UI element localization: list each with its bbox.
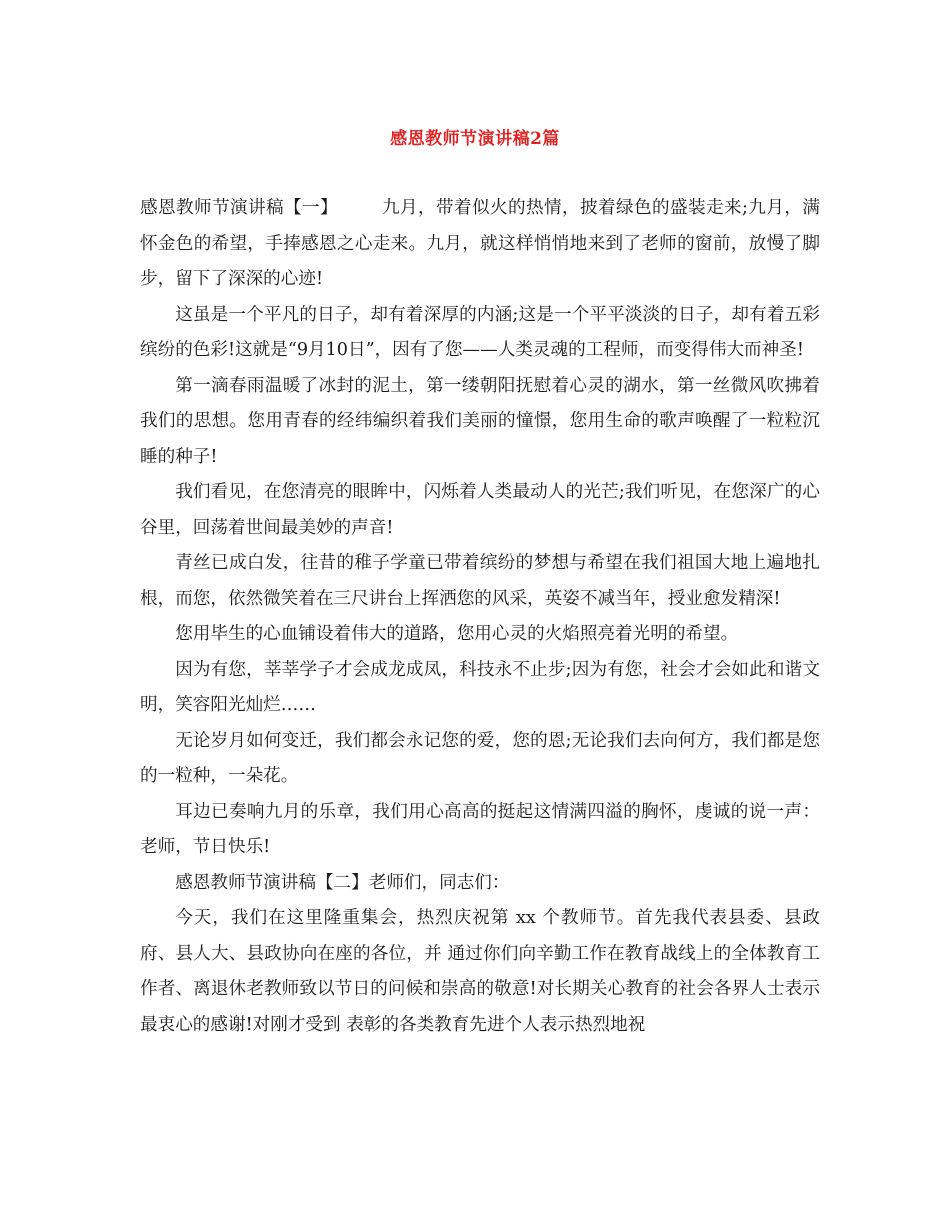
section2-heading-paragraph: 感恩教师节演讲稿【二】老师们，同志们： — [175, 872, 510, 893]
paragraph: 今天，我们在这里隆重集会，热烈庆祝第 xx 个教师节。首先我代表县委、县政府、县人大、县政协向在座的各位，并 通过你们向辛勤工作在教育战线上的全体教育工作者、离退休老教师致以节日的问候和崇高的敬意!对长期关心教育的社会各界人士表示最衷心的感谢!对刚才受到 表彰的各类教育先进个人表示热烈地祝 — [140, 908, 820, 1035]
paragraph: 耳边已奏响九月的乐章，我们用心高高的挺起这情满四溢的胸怀，虔诚的说一声：老师，节日快乐! — [140, 801, 820, 857]
paragraph: 您用毕生的心血铺设着伟大的道路，您用心灵的火焰照亮着光明的希望。 — [175, 624, 739, 644]
paragraph: 我们看见，在您清亮的眼眸中，闪烁着人类最动人的光芒;我们听见，在您深广的心谷里，回荡着世间最美妙的声音! — [140, 482, 820, 538]
section1-heading: 感恩教师节演讲稿【一】 — [140, 198, 339, 218]
paragraph: 因为有您，莘莘学子才会成龙成凤，科技永不止步;因为有您，社会才会如此和谐文明，笑容阳光灿烂…… — [140, 659, 820, 715]
section1-opening-paragraph — [140, 191, 820, 298]
document-title: 感恩教师节演讲稿2篇 — [390, 129, 560, 149]
paragraph: 青丝已成白发，往昔的稚子学童已带着缤纷的梦想与希望在我们祖国大地上遍地扎根，而您，依然微笑着在三尺讲台上挥洒您的风采，英姿不减当年，授业愈发精深! — [140, 553, 820, 609]
paragraph: 第一滴春雨温暖了冰封的泥土，第一缕朝阳抚慰着心灵的湖水，第一丝微风吹拂着我们的思想。您用青春的经纬编织着我们美丽的憧憬，您用生命的歌声唤醒了一粒粒沉睡的种子! — [140, 375, 820, 467]
paragraph: 这虽是一个平凡的日子，却有着深厚的内涵;这是一个平平淡淡的日子，却有着五彩缤纷的色彩!这就是“9月10日”，因有了您——人类灵魂的工程师，而变得伟大而神圣! — [140, 304, 820, 360]
document-body — [140, 191, 820, 1043]
paragraph: 无论岁月如何变迁，我们都会永记您的爱，您的恩;无论我们去向何方，我们都是您的一粒种，一朵花。 — [140, 730, 820, 786]
section1-first-text: 九月，带着似火的热情，披着绿色的盛装走来;九月，满怀金色的希望，手捧感恩之心走来。九月，就这样悄悄地来到了老师的窗前，放慢了脚步，留下了深深的心迹! — [140, 198, 820, 289]
